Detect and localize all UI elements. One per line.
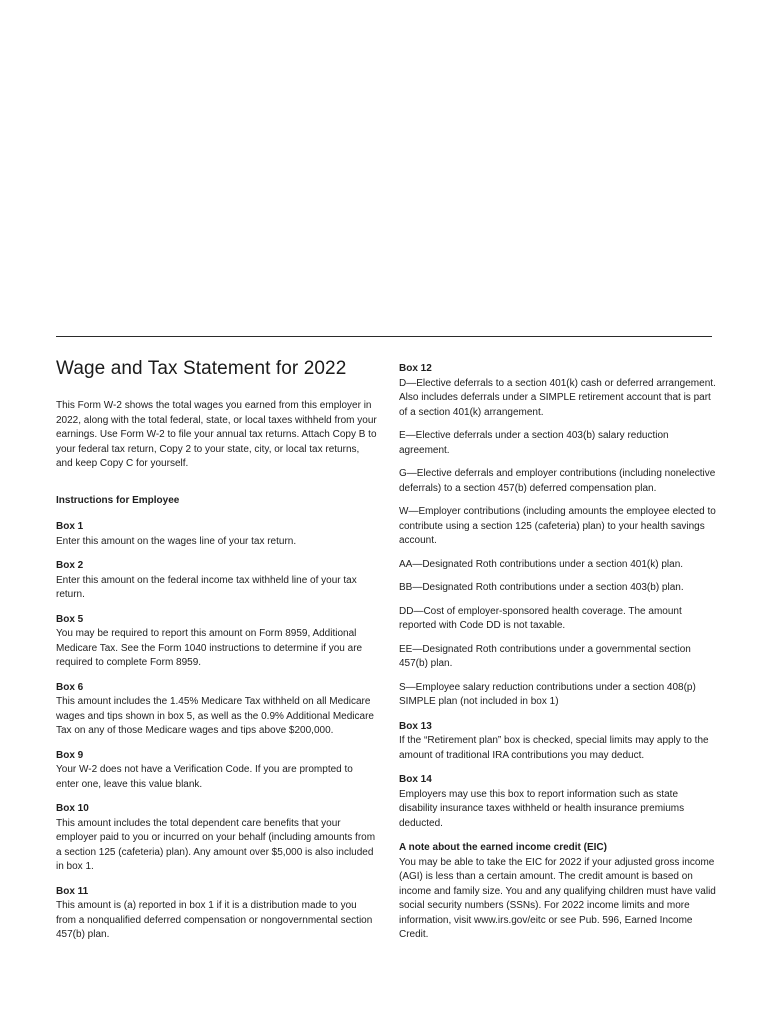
section-heading: Box 11 (56, 885, 89, 897)
section-text: This amount includes the total dependent care benefits that your employer paid to you or incurred on your behalf (including amounts from a section 125 (cafeteria) plan). Any amount over $5,000 is also included in box 1. (56, 817, 376, 872)
section-heading: Box 6 (56, 681, 84, 693)
section-box-10 (56, 802, 378, 875)
section-heading: Box 9 (56, 749, 84, 761)
section-box-11 (56, 885, 378, 943)
section-box-13 (399, 720, 717, 764)
section-heading: Box 14 (399, 774, 432, 785)
left-column (56, 358, 378, 953)
box12-code-dd: DD—Cost of employer-sponsored health coverage. The amount reported with Code DD is not taxable. (399, 605, 682, 631)
section-box-5 (56, 613, 378, 671)
section-text: This amount is (a) reported in box 1 if it is a distribution made to you from a nonqualified deferred compensation or nongovernmental section 457(b) plan. (56, 900, 373, 940)
section-heading: A note about the earned income credit (EIC) (399, 842, 607, 853)
section-text: Enter this amount on the federal income tax withheld line of your tax return. (56, 574, 357, 600)
instructions-heading: Instructions for Employee (56, 494, 180, 506)
section-heading: Box 1 (56, 521, 84, 532)
section-box-1 (56, 520, 378, 549)
box12-code-ee: EE—Designated Roth contributions under a governmental section 457(b) plan. (399, 643, 691, 669)
section-box-6 (56, 681, 378, 739)
section-box-12 (399, 362, 717, 710)
section-text: Your W-2 does not have a Verification Code. If you are prompted to enter one, leave this value blank. (56, 764, 353, 790)
section-text: You may be required to report this amount on Form 8959, Additional Medicare Tax. See the Form 1040 instructions to determine if you are required to complete Form 8959. (56, 628, 363, 668)
section-heading: Box 13 (399, 720, 432, 732)
section-box-14 (399, 773, 717, 831)
right-column (399, 362, 717, 953)
section-text: You may be able to take the EIC for 2022 if your adjusted gross income (AGI) is less than a certain amount. The credit amount is based on income and family size. You and any qualifying children must have valid social security numbers (SSNs). For 2022 income limits and more information, visit www.irs.gov/eitc or see Pub. 596, Earned Income Credit. (399, 856, 716, 940)
section-heading: Box 10 (56, 803, 89, 814)
section-text: Enter this amount on the wages line of your tax return. (56, 535, 297, 547)
section-box-9 (56, 749, 378, 793)
section-heading: Box 2 (56, 560, 84, 571)
box12-code-e: E—Elective deferrals under a section 403(b) salary reduction agreement. (399, 430, 669, 456)
box12-code-d: D—Elective deferrals to a section 401(k) cash or deferred arrangement. Also includes deferrals under a SIMPLE retirement account that is part of a section 401(k) arrangement. (399, 377, 716, 418)
intro-paragraph: This Form W-2 shows the total wages you earned from this employer in 2022, along with the total federal, state, or local taxes withheld from your earnings. Use Form W-2 to file your annual tax returns. Attach Copy B to your federal tax return, Copy 2 to your state, city, or local tax returns, and keep Copy C for yourself. (56, 400, 377, 469)
box12-code-g: G—Elective deferrals and employer contributions (including nonelective deferrals) to a section 457(b) deferred compensation plan. (399, 468, 716, 494)
box12-code-aa: AA—Designated Roth contributions under a section 401(k) plan. (399, 558, 684, 570)
box12-code-s: S—Employee salary reduction contributions under a section 408(p) SIMPLE plan (not included in box 1) (399, 681, 696, 707)
box12-code-w: W—Employer contributions (including amounts the employee elected to contribute using a section 125 (cafeteria) plan) to your health savings account. (399, 506, 716, 546)
section-text: This amount includes the 1.45% Medicare Tax withheld on all Medicare wages and tips shown in box 5, as well as the 0.9% Additional Medicare Tax on any of those Medicare wages and tips above $200,000. (56, 696, 374, 736)
box12-code-bb: BB—Designated Roth contributions under a section 403(b) plan. (399, 582, 684, 593)
section-eic-note (399, 841, 717, 943)
section-heading: Box 5 (56, 613, 84, 625)
horizontal-divider (56, 336, 712, 337)
section-heading: Box 12 (399, 363, 432, 374)
page-title: Wage and Tax Statement for 2022 (56, 358, 347, 379)
section-box-2 (56, 559, 378, 603)
section-text: If the “Retirement plan” box is checked, special limits may apply to the amount of traditional IRA contributions you may deduct. (399, 735, 709, 761)
section-text: Employers may use this box to report information such as state disability insurance taxes withheld or health insurance premiums deducted. (399, 788, 685, 829)
